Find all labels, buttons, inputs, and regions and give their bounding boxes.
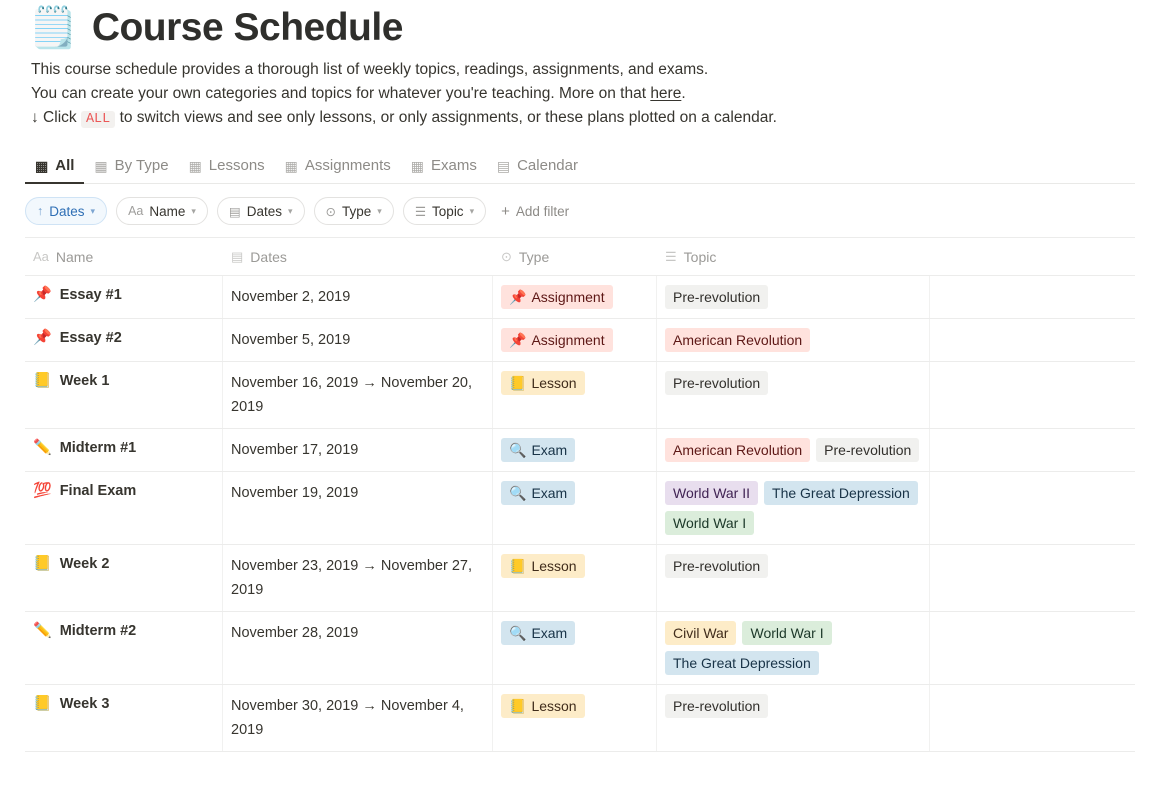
- type-tag[interactable]: [501, 371, 585, 395]
- row-type-cell[interactable]: [493, 362, 657, 428]
- description-line-3-text: ↓ Click: [31, 109, 81, 126]
- description-line-2: [31, 82, 1158, 106]
- row-type-cell[interactable]: [493, 276, 657, 318]
- tab-assignments-label: Assignments: [304, 157, 391, 174]
- select-icon: ⊙: [325, 204, 337, 219]
- topic-tag[interactable]: World War I: [665, 511, 754, 535]
- tab-lessons-label: Lessons: [208, 157, 265, 174]
- table-row[interactable]: [25, 362, 1135, 429]
- description-line-1: This course schedule provides a thorough list of weekly topics, readings, assignments, and exams.: [31, 61, 709, 78]
- filter-topic-label: Topic: [432, 203, 464, 219]
- row-dates-cell[interactable]: [223, 685, 493, 751]
- row-emoji-icon: ✏️: [33, 439, 52, 456]
- row-topic-cell[interactable]: [657, 429, 930, 471]
- row-dates-label: November 16, 2019 → November 20, 2019: [231, 375, 472, 415]
- type-tag[interactable]: [501, 438, 575, 462]
- chevron-down-icon: ▾: [191, 205, 196, 216]
- chevron-down-icon: ▾: [377, 205, 382, 216]
- here-link[interactable]: here: [650, 85, 682, 102]
- row-emoji-icon: ✏️: [33, 622, 52, 639]
- row-emoji-icon: 💯: [33, 482, 52, 499]
- description-line-3: [31, 106, 1158, 132]
- column-header-type-label: Type: [518, 248, 550, 265]
- table-icon: ▦: [35, 157, 49, 174]
- topic-tag[interactable]: The Great Depression: [764, 481, 918, 505]
- row-name-cell[interactable]: [25, 472, 223, 544]
- type-tag-label: Lesson: [531, 558, 577, 574]
- type-tag-icon: 📌: [509, 332, 527, 348]
- table-row[interactable]: [25, 319, 1135, 362]
- row-emoji-icon: 📌: [33, 329, 52, 346]
- all-code-tag: ALL: [81, 111, 115, 128]
- row-type-cell[interactable]: [493, 612, 657, 684]
- row-name-cell[interactable]: [25, 362, 223, 428]
- row-name-cell[interactable]: [25, 545, 223, 611]
- row-empty-cell[interactable]: [930, 612, 1135, 684]
- page-title: Course Schedule: [91, 6, 403, 49]
- row-name-label: Midterm #2: [59, 623, 137, 639]
- type-tag-icon: 📒: [509, 558, 527, 574]
- table-row[interactable]: [25, 472, 1135, 545]
- row-name-label: Week 3: [59, 696, 110, 712]
- row-dates-label: November 28, 2019: [231, 625, 359, 641]
- row-topic-cell[interactable]: [657, 472, 930, 544]
- row-dates-cell[interactable]: [223, 545, 493, 611]
- tab-assignments[interactable]: [275, 157, 401, 183]
- row-name-cell[interactable]: [25, 319, 223, 361]
- type-tag[interactable]: [501, 621, 575, 645]
- column-header-name[interactable]: [25, 238, 223, 275]
- calendar-icon: ▤: [231, 248, 244, 264]
- tab-all-label: All: [55, 157, 75, 174]
- row-dates-cell[interactable]: [223, 362, 493, 428]
- tab-exams[interactable]: [401, 157, 487, 183]
- row-topic-cell[interactable]: [657, 612, 930, 684]
- row-name-cell[interactable]: [25, 685, 223, 751]
- table-body: [25, 276, 1135, 752]
- tab-all[interactable]: [25, 157, 84, 183]
- type-tag[interactable]: [501, 328, 613, 352]
- column-header-name-label: Name: [55, 248, 94, 265]
- row-name-label: Essay #1: [59, 287, 122, 303]
- view-tabs: [25, 150, 1135, 184]
- row-dates-cell[interactable]: [223, 276, 493, 318]
- row-dates-cell[interactable]: [223, 472, 493, 544]
- row-dates-label: November 19, 2019: [231, 485, 359, 501]
- tab-exams-label: Exams: [431, 157, 477, 174]
- row-type-cell[interactable]: [493, 685, 657, 751]
- topic-tag[interactable]: American Revolution: [665, 438, 810, 462]
- row-emoji-icon: 📒: [33, 695, 52, 712]
- row-topic-cell[interactable]: [657, 319, 930, 361]
- topic-tag[interactable]: Pre-revolution: [665, 371, 768, 395]
- page-header: [0, 0, 1158, 50]
- tab-by-type-label: By Type: [114, 157, 169, 174]
- chevron-down-icon: ▾: [90, 205, 96, 216]
- chevron-down-icon: ▾: [288, 205, 293, 216]
- row-topic-cell[interactable]: [657, 362, 930, 428]
- row-type-cell[interactable]: [493, 429, 657, 471]
- type-tag-icon: 📒: [509, 375, 527, 391]
- row-empty-cell[interactable]: [930, 276, 1135, 318]
- row-empty-cell[interactable]: [930, 685, 1135, 751]
- table-icon: ▦: [410, 157, 425, 174]
- tab-lessons[interactable]: [179, 157, 275, 183]
- arrow-up-icon: ↑: [37, 204, 44, 218]
- filter-type-label: Type: [342, 203, 372, 219]
- row-type-cell[interactable]: [493, 472, 657, 544]
- description-line-3-end: to switch views and see only lessons, or only assignments, or these plans plotted on a calendar.: [115, 109, 777, 126]
- table-icon: ▦: [188, 157, 202, 174]
- column-header-dates-label: Dates: [250, 248, 287, 265]
- calendar-icon: ▤: [228, 204, 241, 219]
- row-name-label: Final Exam: [59, 483, 137, 499]
- row-name-label: Week 1: [59, 373, 110, 389]
- filter-dates-label: Dates: [246, 203, 282, 219]
- plus-icon: +: [501, 202, 510, 220]
- column-header-type[interactable]: [493, 238, 657, 275]
- filter-type-chip[interactable]: [314, 197, 394, 225]
- row-name-cell[interactable]: [25, 612, 223, 684]
- table-header-row: [25, 238, 1135, 276]
- topic-tag[interactable]: Pre-revolution: [665, 554, 768, 578]
- table-row[interactable]: [25, 429, 1135, 472]
- row-dates-label: November 30, 2019 → November 4, 2019: [231, 698, 464, 738]
- row-empty-cell[interactable]: [930, 472, 1135, 544]
- type-tag-label: Lesson: [531, 375, 577, 391]
- row-emoji-icon: 📒: [33, 372, 52, 389]
- column-header-dates[interactable]: [223, 238, 493, 275]
- filter-dates-chip[interactable]: [217, 197, 305, 225]
- row-name-cell[interactable]: [25, 429, 223, 471]
- type-tag-label: Exam: [531, 442, 568, 458]
- filter-bar: [25, 197, 1135, 225]
- schedule-table: [25, 237, 1135, 752]
- type-tag-icon: 🔍: [509, 625, 527, 641]
- table-row[interactable]: [25, 545, 1135, 612]
- calendar-icon: ▤: [496, 157, 511, 174]
- row-name-label: Essay #2: [59, 330, 122, 346]
- type-tag-label: Assignment: [531, 289, 605, 305]
- text-icon: Aa: [128, 204, 144, 218]
- topic-tag[interactable]: Pre-revolution: [665, 285, 768, 309]
- type-tag-label: Exam: [531, 485, 568, 501]
- tab-calendar-label: Calendar: [517, 157, 578, 174]
- row-dates-cell[interactable]: [223, 429, 493, 471]
- tab-by-type[interactable]: [84, 157, 178, 183]
- add-filter-button[interactable]: [495, 203, 575, 220]
- filter-name-label: Name: [149, 203, 186, 219]
- filter-name-chip[interactable]: [116, 197, 208, 225]
- row-type-cell[interactable]: [493, 319, 657, 361]
- topic-tag[interactable]: Pre-revolution: [816, 438, 919, 462]
- type-tag[interactable]: [501, 554, 585, 578]
- chevron-down-icon: ▾: [469, 205, 475, 216]
- type-tag-icon: 📌: [509, 289, 527, 305]
- multiselect-icon: ☰: [414, 204, 427, 219]
- tab-calendar[interactable]: [487, 157, 588, 183]
- filter-topic-chip[interactable]: [403, 197, 486, 225]
- topic-tag[interactable]: Pre-revolution: [665, 694, 768, 718]
- topic-tag[interactable]: World War II: [665, 481, 758, 505]
- topic-tag[interactable]: World War I: [742, 621, 831, 645]
- row-topic-cell[interactable]: [657, 545, 930, 611]
- type-tag-icon: 📒: [509, 698, 527, 714]
- multiselect-icon: ☰: [665, 248, 677, 264]
- type-tag-icon: 🔍: [509, 485, 527, 501]
- row-name-label: Midterm #1: [59, 440, 137, 456]
- row-emoji-icon: 📒: [33, 555, 52, 572]
- row-name-cell[interactable]: [25, 276, 223, 318]
- description-line-2-end: .: [681, 85, 686, 102]
- table-row[interactable]: [25, 276, 1135, 319]
- row-emoji-icon: 📌: [33, 286, 52, 303]
- table-icon: ▦: [284, 157, 298, 174]
- column-header-add[interactable]: [930, 238, 1135, 275]
- row-empty-cell[interactable]: [930, 319, 1135, 361]
- type-tag[interactable]: [501, 285, 613, 309]
- row-empty-cell[interactable]: [930, 545, 1135, 611]
- type-tag[interactable]: [501, 694, 585, 718]
- type-tag-label: Lesson: [531, 698, 577, 714]
- topic-tag[interactable]: Civil War: [665, 621, 736, 645]
- page-description: [0, 50, 1158, 132]
- column-header-topic[interactable]: [657, 238, 930, 275]
- type-tag-label: Assignment: [531, 332, 605, 348]
- row-type-cell[interactable]: [493, 545, 657, 611]
- sort-dates-label: Dates: [49, 203, 85, 219]
- row-empty-cell[interactable]: [930, 362, 1135, 428]
- type-tag[interactable]: [501, 481, 575, 505]
- table-icon: ▦: [94, 157, 108, 174]
- sort-dates-chip[interactable]: [25, 197, 107, 225]
- column-header-topic-label: Topic: [683, 248, 717, 265]
- row-topic-cell[interactable]: [657, 276, 930, 318]
- text-icon: Aa: [33, 249, 49, 264]
- notepad-icon: 🗒️: [28, 6, 78, 50]
- table-row[interactable]: [25, 612, 1135, 685]
- row-dates-label: November 2, 2019: [231, 289, 351, 305]
- row-dates-label: November 5, 2019: [231, 332, 351, 348]
- type-tag-label: Exam: [531, 625, 568, 641]
- topic-tag[interactable]: The Great Depression: [665, 651, 819, 675]
- row-dates-label: November 23, 2019 → November 27, 2019: [231, 558, 472, 598]
- row-dates-cell[interactable]: [223, 319, 493, 361]
- row-dates-label: November 17, 2019: [231, 442, 359, 458]
- row-name-label: Week 2: [59, 556, 110, 572]
- table-row[interactable]: [25, 685, 1135, 752]
- row-topic-cell[interactable]: [657, 685, 930, 751]
- description-line-2-text: You can create your own categories and topics for whatever you're teaching. More on that: [31, 85, 651, 102]
- row-empty-cell[interactable]: [930, 429, 1135, 471]
- row-dates-cell[interactable]: [223, 612, 493, 684]
- type-tag-icon: 🔍: [509, 442, 527, 458]
- add-filter-label: Add filter: [515, 203, 570, 219]
- topic-tag[interactable]: American Revolution: [665, 328, 810, 352]
- select-icon: ⊙: [501, 248, 512, 264]
